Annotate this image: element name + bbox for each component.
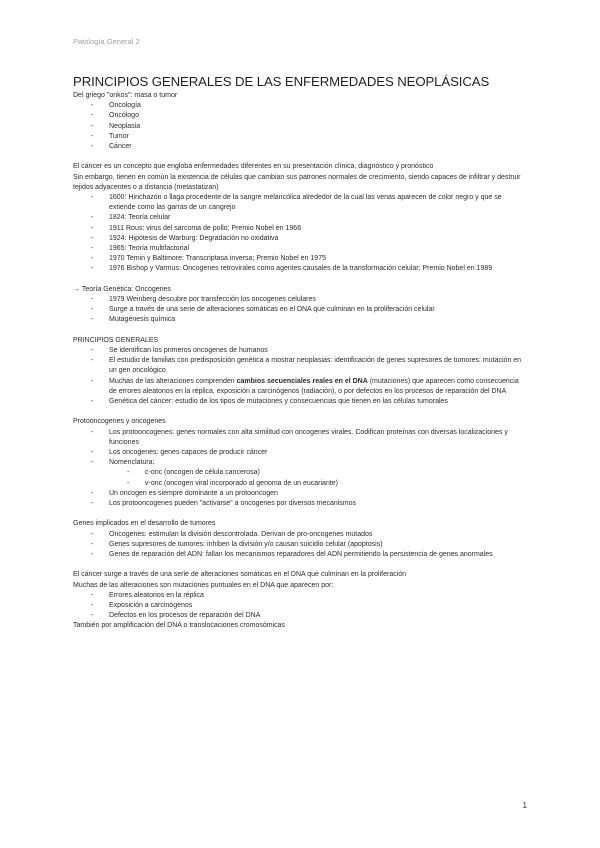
conclusion-line: Muchas de las alteraciones son mutaciones puntuales en el DNA que aparecen por: [73,581,334,589]
list-item: - Un oncogen es siempre dominante a un protooncogen [73,489,528,499]
nomenclature-list [73,468,528,488]
list-item: - 1979 Weinberg descubre por transfección los oncogenes celulares [73,295,528,305]
list-item: - Los protooncogenes: genes normales con alta similitud con oncogenes virales. Codifican proteínas con diversas localizaciones y funciones [73,428,528,448]
list-item: - Tumor [73,132,528,142]
protooncogenes-heading: Protooncogenes y oncogenes [73,418,166,426]
list-item: - Los protooncogenes pueden "activarse" a oncogenes por diversos mecanismos [73,499,528,509]
page-header: Patología General 2 [73,37,140,46]
history-list [73,193,528,275]
list-item: - Defectos en los procesos de reparación del DNA [73,611,528,621]
list-item: - c-onc (oncogen de célula cancerosa) [73,468,528,478]
list-item: - 1976 Bishop y Varmus: Oncogenes retrovirales como agentes causales de la transformación celular; Premio Nobel en 1989 [73,264,528,274]
list-item: - Nomenclatura: [73,458,528,468]
list-item: - Exposición a carcinógenos [73,601,528,611]
list-item: - 1600: Hinchazón o llaga procedente de la sangre melancólica alrededor de la cual las venas aparecen de color negro y que se extiende como las garras de un cangrejo [73,193,528,213]
item-text: (mutaciones) que aparecen como consecuencia de errores aleatorios en la réplica, exposición a carcinógenos (radiación), o por defectos en los procesos de reparación del DNA [109,377,519,395]
principles-list [73,346,528,407]
conclusion-list [73,591,528,622]
page-number: 1 [522,801,527,810]
conclusion-line: El cáncer surge a través de una serie de alteraciones somáticas en el DNA que culminan en la proliferación [73,571,407,579]
protooncogenes-list [73,428,528,469]
bold-text: cambios secuenciales reales en el DNA [236,377,368,385]
list-item: - 1824: Teoría celular [73,213,528,223]
list-item: - Surge a través de una serie de alteraciones somáticas en el DNA que culminan en la proliferación celular [73,305,528,315]
list-item: - Se identifican los primeros oncogenes de humanos [73,346,528,356]
genes-list [73,530,528,561]
principles-heading: PRINCIPIOS GENERALES [73,336,159,344]
intro-paragraph: El cáncer es un concepto que engloba enfermedades diferentes en su presentación clínica, diagnóstico y pronóstico [73,163,434,171]
list-item: - El estudio de familias con predisposición genética a mostrar neoplasias: identificación de genes supresores de tumores: mutación en un gen oncológico [73,356,528,376]
genes-heading: Genes implicados en el desarrollo de tumores [73,520,216,528]
list-item: - Genética del cáncer: estudio de los tipos de mutaciones y consecuencias que tienen en las células tumorales [73,397,528,407]
list-item: - Neoplasia [73,122,528,132]
genetic-theory-list [73,295,528,326]
list-item: - v-onc (oncogen viral incorporado al genoma de un eucariante) [73,479,528,489]
origin-line: Del griego "onkos": masa o tumor [73,92,178,99]
list-item: - 1965: Teoría multifactorial [73,244,528,254]
list-item: - Genes de reparación del ADN: fallan los mecanismos reparadores del ADN permitiendo la persistencia de genes anormales [73,550,528,560]
list-item: - Oncología [73,101,528,111]
list-item: - 1970 Temin y Baltimore: Transcriptasa inversa; Premio Nobel en 1975 [73,254,528,264]
list-item [73,377,528,397]
list-item: - Oncólogo [73,111,528,121]
list-item: - Errores aleatorios en la réplica [73,591,528,601]
document-body [73,73,528,632]
intro-paragraph: Sin embargo, tienen en común la existencia de células que cambian sus patrones normales de crecimiento, siendo capaces de infiltrar y destruir tejidos adyacentes o a distancia (metastatizan) [73,173,521,191]
origin-list [73,101,528,152]
conclusion-line: También por amplificación del DNA o translocaciones cromosómicas [73,622,286,630]
item-text: Muchas de las alteraciones comprenden [109,377,237,385]
protooncogenes-list-cont [73,489,528,509]
list-item: - Genes supresores de tumores: inhiben la división y/o causan suicidio celular (apoptosis) [73,540,528,550]
list-item: - Mutagénesis química [73,315,528,325]
list-item: - 1924: Hipótesis de Warburg: Degradación no oxidativa [73,234,528,244]
list-item: - Cáncer [73,142,528,152]
genetic-theory-heading: → Teoría Genética: Oncogenes [73,285,171,293]
list-item: - Oncogenes: estimulan la división descontrolada. Derivan de pro-oncogenes mutados [73,530,528,540]
list-item: - 1911 Rous: virus del sarcoma de pollo; Premio Nobel en 1966 [73,224,528,234]
list-item: - Los oncogenes: genes capaces de producir cáncer [73,448,528,458]
page-title: PRINCIPIOS GENERALES DE LAS ENFERMEDADES NEOPLÁSICAS [73,74,490,89]
